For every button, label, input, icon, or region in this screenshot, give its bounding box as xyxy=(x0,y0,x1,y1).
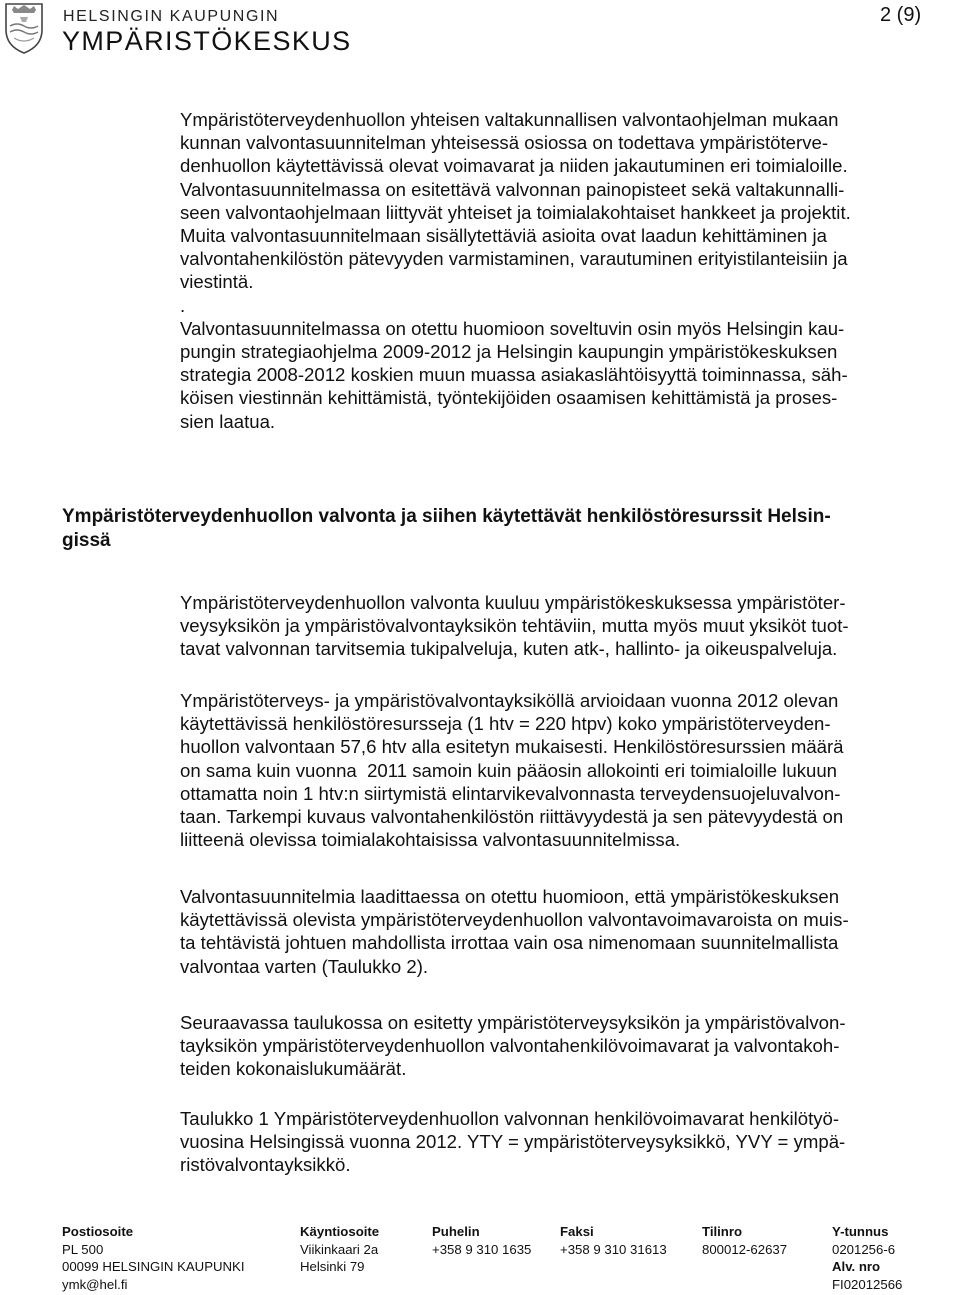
intro-line: viestintä. xyxy=(180,271,254,293)
intro-line: kunnan valvontasuunnitelman yhteisessä osiossa on todettava ympäristöterve- xyxy=(180,132,829,154)
intro-line: valvontahenkilöstön pätevyyden varmistaminen, varautuminen erityistilanteisiin ja xyxy=(180,248,848,270)
footer-email-link[interactable]: ymk@hel.fi xyxy=(62,1276,128,1292)
intro-paragraph xyxy=(180,108,950,433)
paragraph-line: valvontaa varten (Taulukko 2). xyxy=(180,955,429,977)
table-caption xyxy=(180,1107,950,1177)
paragraph-line: Valvontasuunnitelmia laadittaessa on otettu huomioon, että ympäristökeskuksen xyxy=(180,886,840,907)
page-number: 2 (9) xyxy=(880,4,922,26)
footer-value: 0201256-6 xyxy=(832,1241,896,1257)
paragraph-line: tavat valvonnan tarvitsemia tukipalveluja, kuten atk-, hallinto- ja oikeuspalveluja. xyxy=(180,638,838,660)
paragraph-line: Ympäristöterveys- ja ympäristövalvontayksiköllä arvioidaan vuonna 2012 olevan xyxy=(180,690,839,711)
paragraph-line: ottamatta noin 1 htv:n siirtymistä elintarvikevalvonnasta terveydensuojeluvalvon- xyxy=(180,782,841,804)
footer-value: 800012-62637 xyxy=(702,1241,788,1257)
footer-heading: Postiosoite xyxy=(62,1224,134,1239)
paragraph-line: taan. Tarkempi kuvaus valvontahenkilöstön riittävyydestä ja sen pätevyydestä on xyxy=(180,806,844,828)
paragraph-line: veysyksikön ja ympäristövalvontayksikön tehtäviin, mutta myös muut yksiköt tuot- xyxy=(180,615,849,637)
paragraph-line: Ympäristöterveydenhuollon valvonta kuuluu ympäristökeskuksessa ympäristöter- xyxy=(180,592,846,613)
intro-line: Valvontasuunnitelmassa on esitettävä valvonnan painopisteet sekä valtakunnalli- xyxy=(180,178,845,200)
page-footer xyxy=(62,1223,952,1295)
footer-heading: Y-tunnus xyxy=(832,1224,889,1239)
footer-heading: Puhelin xyxy=(432,1224,480,1239)
department-name: YMPÄRISTÖKESKUS xyxy=(62,26,352,56)
paragraph-line: tayksikön ympäristöterveydenhuollon valvontahenkilövoimavarat ja valvontakoh- xyxy=(180,1035,840,1057)
paragraph-line: liitteenä olevissa toimialakohtaisissa valvontasuunnitelmissa. xyxy=(180,829,681,851)
intro-line: . xyxy=(180,294,186,316)
footer-business-id xyxy=(832,1223,902,1293)
footer-visiting-address xyxy=(300,1223,379,1276)
paragraph-staff-resources xyxy=(180,689,950,851)
section-heading xyxy=(62,505,942,553)
paragraph-table-intro xyxy=(180,1011,950,1081)
paragraph-line: käytettävissä henkilöstöresursseja (1 htv = 220 htpv) koko ympäristöterveyden- xyxy=(180,713,831,735)
caption-line: vuosina Helsingissä vuonna 2012. YTY = ympäristöterveysyksikkö, YVY = ympä- xyxy=(180,1131,846,1153)
paragraph-line: Seuraavassa taulukossa on esitetty ympäristöterveysyksikön ja ympäristövalvon- xyxy=(180,1012,846,1033)
footer-value: +358 9 310 1635 xyxy=(432,1241,532,1257)
intro-line: Valvontasuunnitelmassa on otettu huomioon soveltuvin osin myös Helsingin kau- xyxy=(180,317,845,339)
footer-postal-address xyxy=(62,1223,245,1293)
paragraph-staff-tasks xyxy=(180,591,950,661)
section-heading-line: Ympäristöterveydenhuollon valvonta ja siihen käytettävät henkilöstöresurssit Helsin- xyxy=(62,506,831,527)
intro-line: seen valvontaohjelmaan liittyvät yhteiset ja toimialakohtaiset hankkeet ja projektit. xyxy=(180,201,851,223)
footer-phone xyxy=(432,1223,531,1258)
paragraph-line: on sama kuin vuonna 2011 samoin kuin pääosin allokointi eri toimialoille lukuun xyxy=(180,759,838,781)
organization-name: HELSINGIN KAUPUNGIN xyxy=(63,8,280,25)
paragraph-line: käytettävissä olevista ympäristöterveydenhuollon valvontavoimavaroista on muis- xyxy=(180,909,849,931)
intro-line: Ympäristöterveydenhuollon yhteisen valtakunnallisen valvontaohjelman mukaan xyxy=(180,109,839,130)
footer-value: Helsinki 79 xyxy=(300,1259,365,1274)
caption-line: Taulukko 1 Ympäristöterveydenhuollon valvonnan henkilövoimavarat henkilötyö- xyxy=(180,1108,840,1129)
footer-value: FI02012566 xyxy=(832,1276,903,1292)
footer-heading: Faksi xyxy=(560,1224,594,1239)
intro-line: denhuollon käytettävissä olevat voimavarat ja niiden jakautuminen eri toimialoille. xyxy=(180,155,848,177)
footer-heading: Käyntiosoite xyxy=(300,1224,380,1239)
section-heading-line: gissä xyxy=(62,530,111,551)
paragraph-line: huollon valvontaan 57,6 htv alla esitetyn mukaisesti. Henkilöstöresurssien määrä xyxy=(180,736,844,758)
footer-value: +358 9 310 31613 xyxy=(560,1241,667,1257)
intro-line: köisen viestinnän kehittämistä, työntekijöiden osaamisen kehittämistä ja proses- xyxy=(180,387,838,409)
footer-vat-label: Alv. nro xyxy=(832,1259,881,1274)
caption-line: ristövalvontayksikkö. xyxy=(180,1154,351,1176)
intro-line: pungin strategiaohjelma 2009-2012 ja Helsingin kaupungin ympäristökeskuksen xyxy=(180,341,838,363)
paragraph-line: ta tehtävistä johtuen mahdollista irrottaa vain osa nimenomaan suunnitelmallista xyxy=(180,932,839,954)
footer-fax xyxy=(560,1223,667,1258)
footer-value: Viikinkaari 2a xyxy=(300,1241,379,1257)
intro-line: Muita valvontasuunnitelmaan sisällytettäviä asioita ovat laadun kehittäminen ja xyxy=(180,225,828,247)
footer-heading: Tilinro xyxy=(702,1224,743,1239)
paragraph-planning xyxy=(180,885,950,978)
intro-line: sien laatua. xyxy=(180,410,276,432)
paragraph-line: teiden kokonaislukumäärät. xyxy=(180,1058,407,1080)
footer-account-number xyxy=(702,1223,787,1258)
footer-value: 00099 HELSINGIN KAUPUNKI xyxy=(62,1259,245,1274)
footer-value: PL 500 xyxy=(62,1241,104,1257)
helsinki-crest-logo xyxy=(0,0,48,56)
intro-line: strategia 2008-2012 koskien muun muassa asiakaslähtöisyyttä toiminnassa, säh- xyxy=(180,364,848,386)
